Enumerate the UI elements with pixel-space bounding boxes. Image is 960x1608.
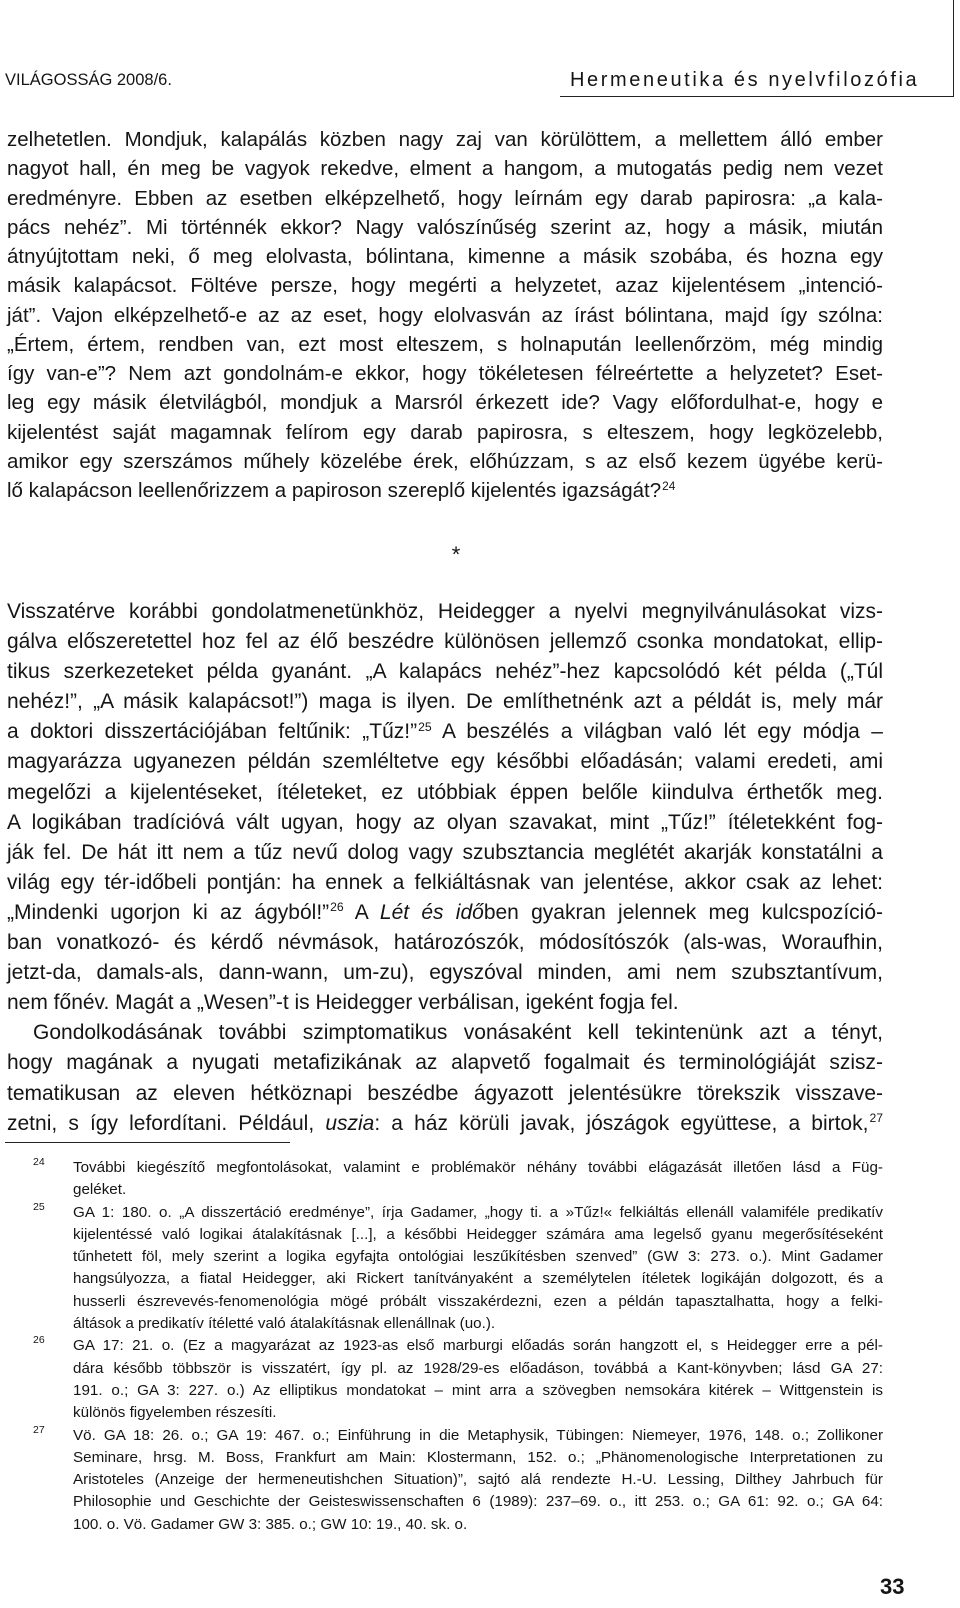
footnote-text: [73, 1157, 883, 1202]
text-line: További kiegészítő megfontolásokat, valamint e problémakör néhány további elágazását illetően lásd a Füg-: [73, 1159, 883, 1176]
footnote-reference: 25: [418, 719, 432, 734]
footnote-reference: 27: [869, 1111, 883, 1126]
body-section: [7, 597, 883, 1139]
text-line: jetzt-da, damals-als, dann-wann, um-zu), egyszóval minden, ami nem szubsztantívum,: [7, 961, 883, 985]
text-line: Seminare, hrsg. M. Boss, Frankfurt am Main: Klostermann, 152. o.; „Phänomenologische Interpretationen zu: [73, 1448, 883, 1466]
text-line: husserli észrevevés-fenomenológia mögé próbált visszakérdezni, ezen a példán tapasztalhatta, hogy a felki-: [73, 1292, 883, 1310]
section-title: Hermeneutika és nyelvfilozófia: [570, 69, 920, 91]
text-line: A logikában tradícióvá vált ugyan, hogy az olyan szavakat, mint „Tűz!” ítéletekként fog-: [7, 810, 883, 834]
text-run: A: [343, 900, 380, 924]
footnote-reference: 24: [662, 478, 676, 493]
body-paragraph-1: [7, 125, 883, 505]
text-line: Aristoteles (Anzeige der hermeneutishchen Situation)”, sajtó alá rendezte H.-U. Lessing, Dilthey Jahrbuch für: [73, 1471, 883, 1489]
text-line: [7, 1109, 883, 1139]
text-line: GA 1: 180. o. „A disszertáció eredménye”, írja Gadamer, „hogy ti. a »Tűz!« felkiáltás ellenáll valamiféle predikatív: [73, 1203, 883, 1221]
footnote-number: 25: [33, 1200, 45, 1213]
text-line: kijelentést saját magamnak felírom egy darab papirosra, s elteszem, hogy legközelebb,: [7, 420, 883, 444]
text-line: [7, 898, 883, 928]
footnotes: [0, 1157, 960, 1536]
footnote-text: [73, 1425, 883, 1536]
text-run: : a ház körüli javak, jószágok együttese, a birtok,: [374, 1111, 869, 1135]
text-line: amikor egy szerszámos műhely közelébe érek, előhúzzam, s az első kezem ügyébe kerü-: [7, 449, 883, 473]
text-run: ben gyakran jelennek meg kulcspozíció-: [483, 900, 884, 924]
page-number: 33: [880, 1574, 905, 1599]
body-paragraph-2: [7, 597, 883, 1018]
text-line: kijelentéssé való logikai átalakításnak [...], a későbbi Heidegger számára ama legelső gyanu megerősítéseként: [73, 1225, 883, 1243]
text-line: dára később többször is visszatért, így pl. az 1928/29-es előadáson, továbbá a Kant-könyvben; lásd GA 27:: [73, 1359, 883, 1377]
text-line: geléket.: [73, 1181, 127, 1199]
text-line: tematikusan az eleven hétköznapi beszédbe ágyazott jelentésükre törekszik visszave-: [7, 1081, 883, 1105]
text-line: így van-e”? Nem azt gondolnám-e ekkor, hogy tökéletesen félreértette a helyzetet? Eset-: [7, 362, 883, 385]
journal-issue: VILÁGOSSÁG 2008/6.: [5, 71, 172, 89]
text-line: hogy magának a nyugati metafizikának az alapvető fogalmait és terminológiáját szisz-: [7, 1051, 883, 1075]
text-line: eredményre. Ebben az esetben elképzelhető, hogy leírnám egy darab papirosra: „a kala-: [7, 186, 883, 210]
italic-term: uszia: [325, 1111, 375, 1135]
text-line: nehéz!”, „A másik kalapácsot!”) maga is ilyen. De említhetnénk azt a példát is, mely már: [7, 690, 883, 714]
text-line: [7, 476, 883, 505]
body-paragraph-3: [7, 1018, 883, 1138]
section-break-asterisk: *: [451, 542, 461, 567]
footnote: [0, 1425, 960, 1536]
text-line: magyarázza ugyanezen példán szemléltetve egy későbbi előadásán; valami eredeti, ami: [7, 750, 883, 774]
text-line: nem főnév. Magát a „Wesen”-t is Heidegger verbálisan, igeként fogja fel.: [7, 991, 679, 1015]
footnote-text: [73, 1202, 883, 1336]
text-line: megelőzi a kijelentéseket, ítéleteket, ez utóbbiak éppen belőle kiindulva érthetők meg.: [7, 780, 883, 804]
text-run: „Mindenki ugorjon ki az ágyból!”: [7, 900, 330, 924]
text-line: pács nehéz”. Mi történnék ekkor? Nagy valószínűség szerint az, hogy a másik, miután: [7, 215, 883, 239]
text-line: Vö. GA 18: 26. o.; GA 19: 467. o.; Einführung in die Metaphysik, Tübingen: Niemeyer, 1976, 148. o.; Zollikoner: [73, 1426, 883, 1444]
text-line: leg egy másik életvilágból, mondjuk a Marsról érkezett ide? Vagy előfordulhat-e, hogy e: [7, 391, 883, 415]
footnote-reference: 26: [330, 900, 344, 915]
text-line: hangsúlyozza, a fiatal Heidegger, aki Rickert tanítványaként a személytelen ítéletek logikáján dolgozott, és a: [73, 1270, 883, 1288]
text-line: 100. o. Vö. Gadamer GW 3: 385. o.; GW 10: 19., 40. sk. o.: [73, 1515, 468, 1533]
footnote: [0, 1202, 960, 1336]
text-line: [7, 717, 883, 747]
footnote-number: 26: [33, 1334, 45, 1347]
text-line: 191. o.; GA 3: 227. o.) Az elliptikus mondatokat – mint arra a szövegben nemsokára kitérek – Wittgenstein is: [73, 1381, 883, 1399]
text-line: Philosophie und Geschichte der Geisteswissenschaften 6 (1989): 237–69. o., itt 253. o.; GA 61: 92. o.; GA 64:: [73, 1493, 883, 1511]
text-line: tűnhetett föl, mely szerint a logika egyfajta ontológiai leszűkítésben szenved” (GW 3: 273. o.). Mint Gadamer: [73, 1248, 883, 1266]
footnote-separator: [5, 1142, 290, 1143]
text-line: Gondolkodásának további szimptomatikus vonásaként kell tekintenünk azt a tényt,: [33, 1021, 883, 1045]
text-run: a doktori disszertációjában feltűnik: „Tűz!”: [7, 720, 418, 744]
text-line: különös figyelemben részesíti.: [73, 1404, 277, 1422]
text-line: ját”. Vajon elképzelhető-e az az eset, hogy elolvasván az írást bólintana, majd így szólna:: [7, 303, 883, 327]
text-line: GA 17: 21. o. (Ez a magyarázat az 1923-as első marburgi előadás során hangzott el, s Heidegger erre a pél-: [73, 1337, 883, 1355]
footnote: [0, 1157, 960, 1202]
footnote-text: [73, 1335, 883, 1424]
text-line: „Értem, értem, rendben van, ezt most elteszem, s holnapután leellenőrzöm, még mindig: [7, 332, 883, 356]
text-line: Visszatérve korábbi gondolatmenetünkhöz, Heidegger a nyelvi megnyilvánulásokat vizs-: [7, 600, 883, 623]
text-line: nagyot hall, én meg be vagyok rekedve, elment a hangom, a mutogatás pedig nem vezet: [7, 157, 883, 181]
text-line: áltások a predikatív ítéletté való átalakításnak ellenállnak (uo.).: [73, 1315, 496, 1333]
text-run: A beszélés a világban való lét egy módja –: [431, 720, 883, 744]
text-line: tikus szerkezeteket példa gyanánt. „A kalapács nehéz”-hez kapcsolódó két példa („Túl: [7, 660, 883, 684]
footnote: [0, 1335, 960, 1424]
text-line: zelhetetlen. Mondjuk, kalapálás közben nagy zaj van körülöttem, a mellettem álló ember: [7, 128, 883, 151]
footnote-number: 27: [33, 1423, 45, 1436]
text-run: lő kalapácson leellenőrizzem a papiroson szereplő kijelentés igazságát?: [7, 479, 662, 502]
text-line: átnyújtottam neki, ő meg elolvasta, bólintana, kimenne a másik szobába, és hozna egy: [7, 245, 883, 268]
footnote-number: 24: [33, 1156, 45, 1168]
text-line: ban vonatkozó- és kérdő névmások, határozószók, módosítószók (als-was, Woraufhin,: [7, 931, 883, 955]
italic-term: Lét és idő: [379, 900, 484, 924]
text-line: másik kalapácsot. Föltéve persze, hogy megérti a helyzetet, azaz kijelentésem „intenció-: [7, 274, 883, 298]
text-line: ják fel. De hát itt nem a tűz nevű dolog vagy szubsztancia meglétét akarják konstatálni a: [7, 840, 883, 864]
text-line: gálva előszeretettel hoz fel az élő beszédre különösen jellemző csonka mondatokat, ellip-: [7, 630, 883, 654]
text-run: zetni, s így lefordítani. Például,: [7, 1111, 326, 1135]
text-line: világ egy tér-időbeli pontján: ha ennek a felkiáltásnak van jelentése, akkor csak az lehet:: [7, 870, 883, 894]
